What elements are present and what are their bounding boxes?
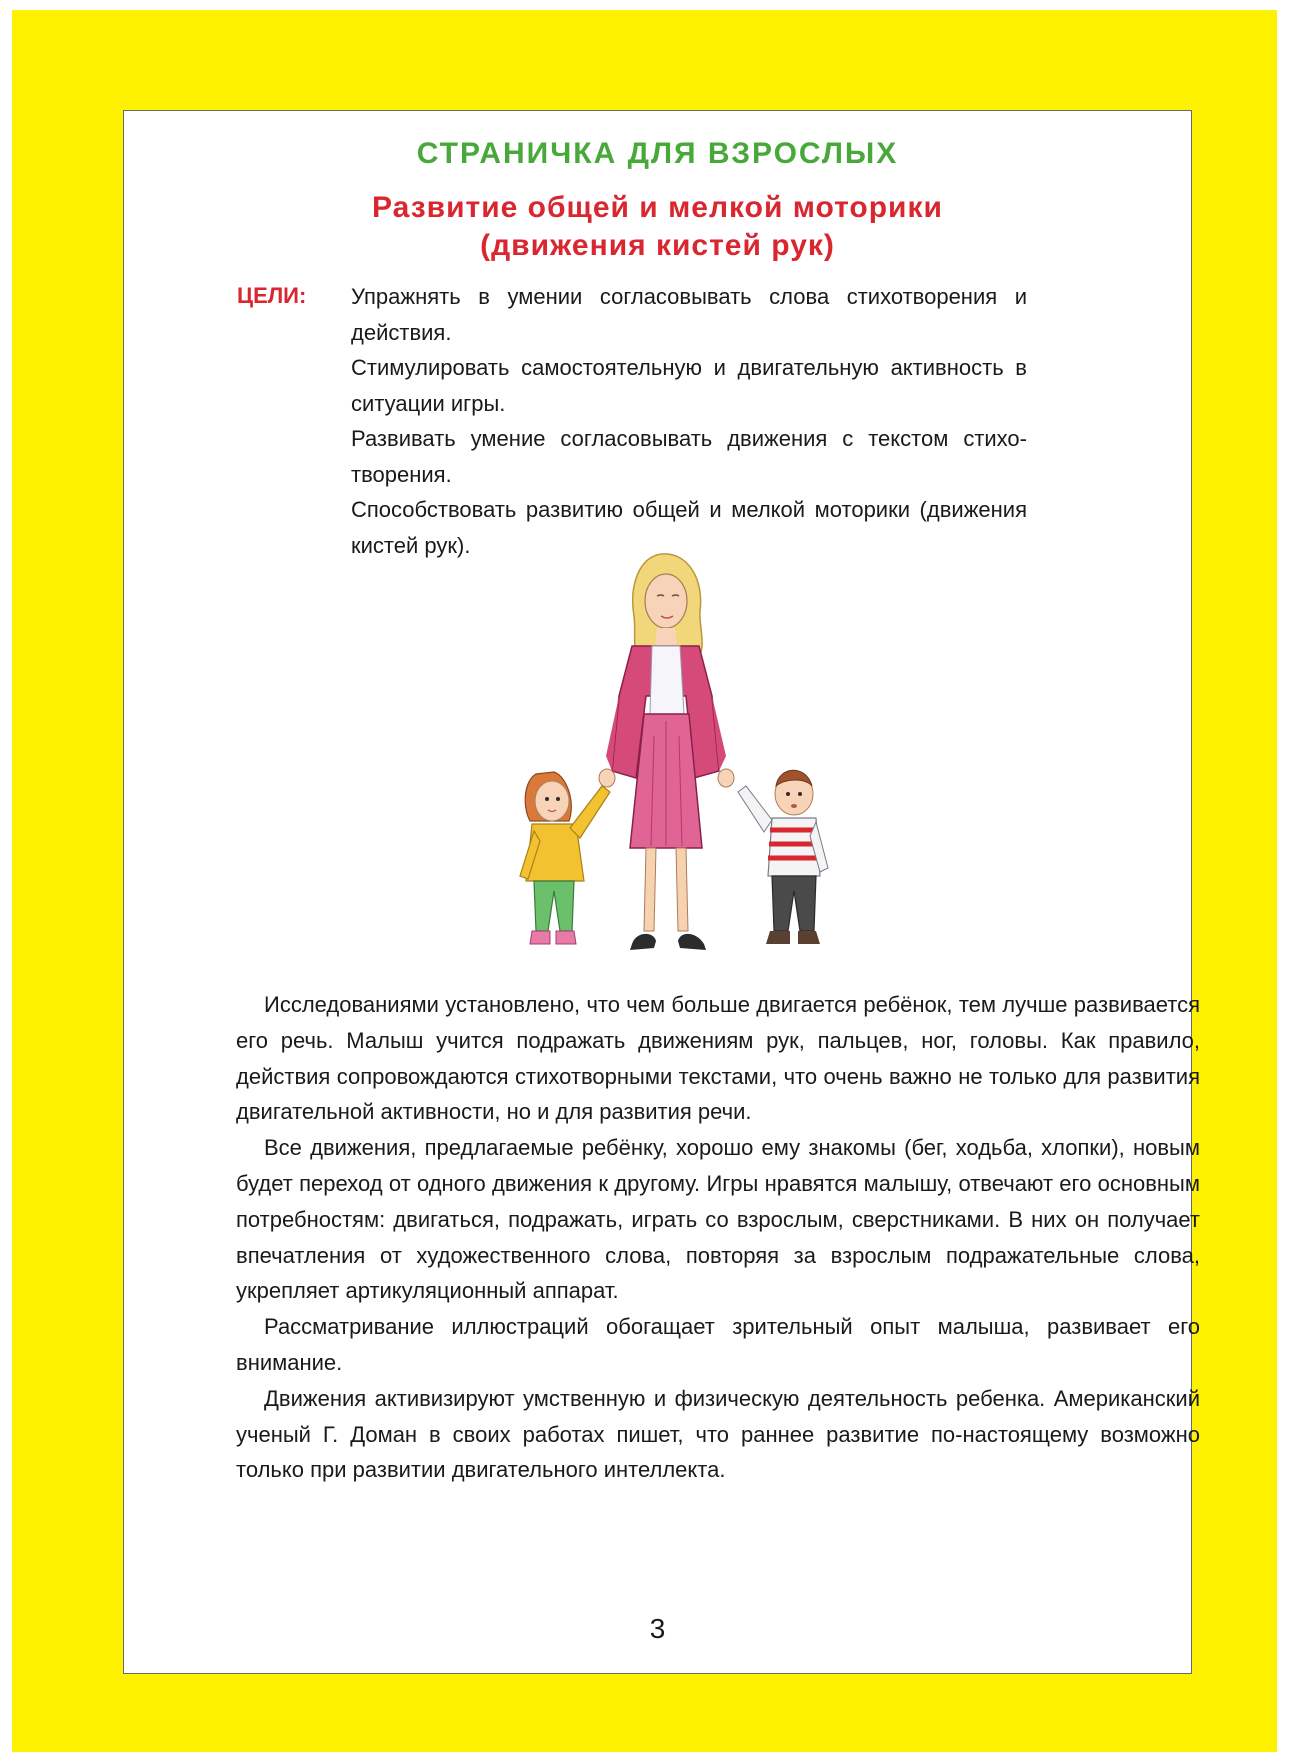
goal-item: Развивать умение согласовывать движения с текстом стихотворения.	[351, 426, 1027, 487]
content-panel	[123, 110, 1200, 1674]
boy-figure	[738, 770, 828, 944]
subtitle-line-1: Развитие общей и мелкой моторики	[372, 191, 943, 224]
section-title: СТРАНИЧКА ДЛЯ ВЗРОСЛЫХ	[416, 137, 899, 170]
subtitle-line-2: (движения кистей рук)	[480, 229, 835, 262]
goal-item: Способствовать развитию общей и мелкой моторики (движения кистей рук).	[351, 497, 1027, 558]
body-text	[236, 987, 1200, 1488]
body-paragraph: Исследованиями установлено, что чем больше двигается ребёнок, тем лучше развивается его речь. Малыш учится подражать движениям рук, пальцев, ног, головы. Как правило, действия сопровождаются стихотворными текстами, что очень важно не только для развития двигательной активности, но и для развития речи.	[236, 992, 1200, 1125]
girl-figure	[520, 772, 610, 944]
goal-item: Упражнять в умении согласовывать слова стихотворения и действия.	[351, 284, 1027, 345]
body-paragraph: Рассматривание иллюстраций обогащает зрительный опыт малыша, развивает его внимание.	[236, 1314, 1200, 1375]
goals-label: ЦЕЛИ:	[237, 283, 307, 308]
goals-list	[351, 279, 1027, 563]
yellow-page-frame	[12, 10, 1277, 1752]
body-paragraph: Все движения, предлагаемые ребёнку, хорошо ему знакомы (бег, ходьба, хлопки), новым будет переход от одного движения к другому. Игры нравятся малышу, отвечают его основным потребностям: двигаться, подражать, играть со взрослым, сверстниками. В них он получает впечатления от художественного слова, повторяя за взрослым подражательные слова, укрепляет артикуляционный аппарат.	[236, 1135, 1200, 1304]
mother-with-two-children-illustration	[494, 546, 874, 956]
goal-item: Стимулировать самостоятельную и двигательную активность в ситуации игры.	[351, 355, 1027, 416]
body-paragraph: Движения активизируют умственную и физическую деятельность ребенка. Американский ученый Г. Доман в своих работах пишет, что раннее развитие по-настоящему возможно только при развитии двигательного интеллекта.	[236, 1385, 1200, 1483]
page-subtitle	[124, 189, 1191, 265]
page-number: 3	[649, 1613, 666, 1644]
mother-figure	[599, 554, 734, 950]
